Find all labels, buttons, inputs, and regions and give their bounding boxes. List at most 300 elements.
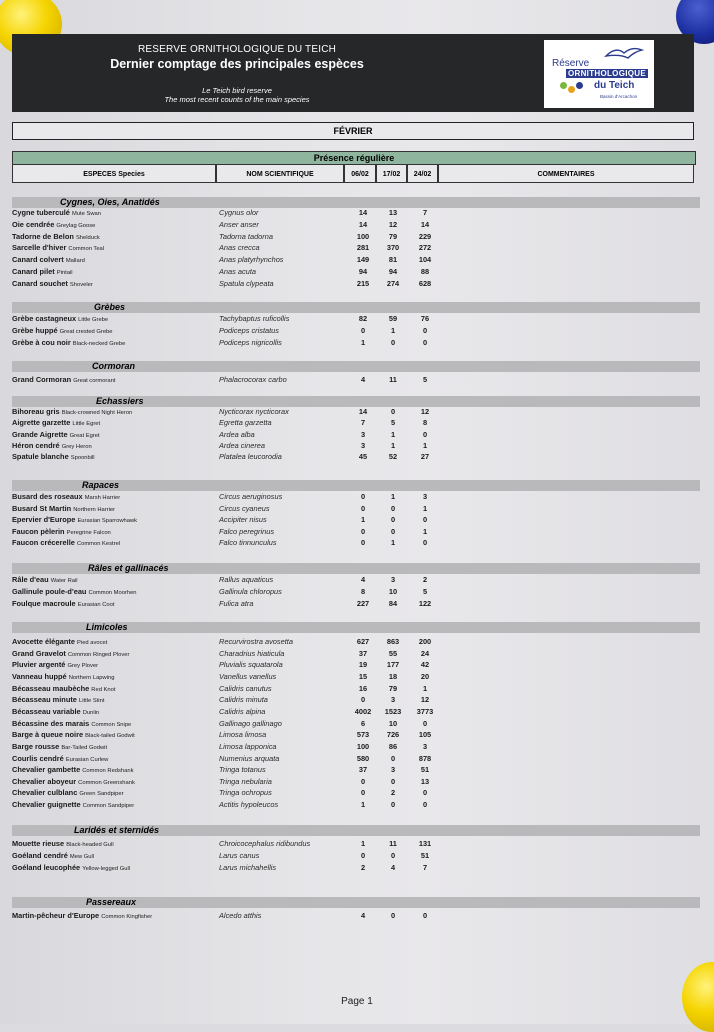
scientific-name: Numenius arquata [219,753,280,763]
count-date-2: 0 [390,526,396,536]
count-date-2: 177 [386,660,400,670]
table-row [0,729,714,740]
french-name: Chevalier aboyeur [12,776,77,786]
count-date-2: 0 [390,407,396,416]
category-title: Passereaux [86,897,137,907]
category-header [12,480,700,491]
count-date-1: 16 [358,683,368,693]
french-name: Avocette élégante [12,637,75,646]
common-name-cell [12,451,95,464]
count-date-2: 2 [390,788,396,798]
count-date-1: 573 [356,730,370,740]
common-name-cell [12,278,93,291]
english-name: Northern Lapwing [68,674,115,681]
french-name: Busard des roseaux [12,492,83,501]
count-date-3: 0 [422,325,428,335]
count-date-2: 52 [388,452,398,462]
scientific-name: Gallinago gallinago [219,718,282,728]
scientific-name: Accipiter nisus [219,515,267,524]
french-name: Chevalier guignette [12,800,81,810]
count-date-3: 1 [422,683,428,693]
french-name: Bécasseau maubèche [12,683,90,693]
count-date-3: 229 [418,231,432,241]
count-date-2: 3 [390,575,396,584]
header-banner [12,34,694,112]
english-name: Common Redshank [82,768,134,775]
english-name: Grey Plover [67,663,99,670]
table-row [0,491,714,502]
scientific-name: Podiceps cristatus [219,325,279,335]
english-name: Common Sandpiper [82,803,135,810]
english-name: Black-crowned Night Heron [61,410,133,416]
count-date-2: 3 [390,765,396,775]
count-date-2: 5 [390,418,396,428]
english-name: Greylag Goose [56,222,96,229]
english-name: Grey Heron [61,443,92,450]
english-name: Marsh Harrier [84,495,121,501]
english-name: Pied avocet [77,640,108,646]
count-date-2: 11 [389,375,397,384]
count-date-3: 131 [418,839,432,848]
count-date-3: 3 [422,741,428,751]
table-row [0,451,714,462]
scientific-name: Falco peregrinus [219,526,275,536]
count-date-2: 1523 [384,706,402,716]
count-date-1: 0 [360,695,366,705]
scientific-name: Anser anser [219,219,259,229]
count-date-2: 86 [388,741,398,751]
scientific-name: Ardea alba [219,429,255,439]
count-date-1: 0 [360,776,366,786]
count-date-1: 4 [360,375,366,384]
scientific-name: Gallinula chloropus [219,586,282,596]
english-name: Northern Harrier [73,506,116,513]
english-name: Eurasian Curlew [65,756,109,763]
count-date-3: 20 [420,671,430,681]
count-date-1: 45 [358,452,368,462]
french-name: Barge à queue noire [12,730,84,740]
header-title: RESERVE ORNITHOLOGIQUE DU TEICH [137,44,337,55]
table-row [0,325,714,336]
french-name: Bécassine des marais [12,718,90,728]
english-name: Mute Swan [71,211,101,217]
category-title: Echassiers [96,396,144,406]
common-name-cell [12,598,114,611]
table-row [0,741,714,752]
french-name: Grèbe huppé [12,325,58,335]
english-name: Black-necked Grebe [72,340,126,347]
count-date-3: 200 [418,637,432,646]
count-date-1: 0 [360,503,366,513]
table-row [0,764,714,775]
count-date-2: 1 [390,538,396,547]
category-header [12,563,700,574]
english-name: Mallard [65,258,85,265]
scientific-name: Spatula clypeata [219,278,274,288]
count-date-2: 0 [390,911,396,920]
english-name: Common Greenshank [78,779,135,786]
count-date-2: 1 [390,325,396,335]
count-date-1: 1 [360,515,366,524]
count-date-2: 1 [390,429,396,439]
table-row [0,337,714,348]
count-date-3: 1 [422,526,428,536]
common-name-cell [12,374,115,387]
category-title: Limicoles [86,622,128,632]
french-name: Bihoreau gris [12,407,60,416]
logo-reserve-text: Réserve [552,58,590,69]
logo-bassin-text: Bassin d'Arcachon [600,94,638,99]
count-date-3: 0 [422,337,428,347]
count-date-3: 12 [420,695,430,705]
english-name: Red Knot [91,686,116,693]
count-date-1: 94 [358,267,368,276]
french-name: Oie cendrée [12,219,55,229]
scientific-name: Pluvialis squatarola [219,660,283,670]
scientific-name: Recurvirostra avosetta [219,637,293,646]
count-date-1: 14 [358,219,368,229]
english-name: Pintail [56,270,73,276]
count-date-1: 37 [358,765,368,775]
french-name: Râle d'eau [12,575,49,584]
table-row [0,636,714,647]
scientific-name: Phalacrocorax carbo [219,375,287,384]
count-date-3: 0 [422,911,428,920]
table-row [0,374,714,385]
table-row [0,683,714,694]
count-date-1: 0 [360,788,366,798]
french-name: Pluvier argenté [12,660,66,670]
french-name: Spatule blanche [12,452,69,462]
table-row [0,694,714,705]
count-date-2: 0 [390,776,396,786]
count-date-3: 13 [420,776,430,786]
category-header [12,897,700,908]
count-date-1: 14 [358,208,368,217]
scientific-name: Limosa lapponica [219,741,277,751]
count-date-3: 7 [422,208,428,217]
count-date-3: 628 [418,278,432,288]
count-date-3: 12 [420,407,430,416]
french-name: Vanneau huppé [12,671,67,681]
count-date-2: 726 [386,730,400,740]
french-name: Canard colvert [12,255,64,265]
count-date-1: 4 [360,575,366,584]
count-date-2: 0 [390,800,396,810]
header-english-title: Le Teich bird reserve [202,86,272,95]
table-row [0,574,714,585]
count-date-2: 84 [388,598,398,608]
french-name: Foulque macroule [12,598,76,608]
table-row [0,753,714,764]
count-date-1: 1 [360,839,366,848]
common-name-cell [12,910,152,923]
count-date-1: 281 [356,243,370,253]
french-name: Grèbe castagneux [12,314,77,323]
table-row [0,242,714,253]
count-date-1: 0 [360,850,366,860]
table-row [0,313,714,324]
category-header [12,302,700,313]
count-date-3: 1 [422,440,428,450]
table-row [0,207,714,218]
english-name: Bar-Tailed Godwit [61,744,108,751]
french-name: Faucon pèlerin [12,526,65,536]
scientific-name: Circus cyaneus [219,503,270,513]
scientific-name: Anas platyrhynchos [219,255,284,265]
english-name: Common Moorhen [88,589,137,596]
english-name: Shelduck [75,234,100,241]
scientific-name: Alcedo atthis [219,911,262,920]
count-date-3: 122 [418,598,432,608]
header-english-subtitle: The most recent counts of the main species [164,95,310,104]
table-row [0,648,714,659]
table-row [0,278,714,289]
count-date-3: 2 [422,575,428,584]
french-name: Goéland cendré [12,850,68,860]
count-date-3: 5 [422,375,428,384]
french-name: Grand Gravelot [12,648,66,658]
count-date-1: 580 [356,753,370,763]
count-date-2: 10 [388,718,398,728]
logo-ornithologique-text: ORNITHOLOGIQUE [568,69,646,78]
category-title: Cygnes, Oies, Anatidés [60,197,160,207]
french-name: Faucon crécerelle [12,538,75,547]
french-name: Chevalier gambette [12,765,81,775]
common-name-cell [12,537,120,550]
category-title: Râles et gallinacés [88,563,169,573]
english-name: Great cormorant [73,378,116,384]
scientific-name: Chroicocephalus ridibundus [219,839,311,848]
count-date-2: 0 [390,850,396,860]
count-date-1: 82 [358,314,368,323]
col-date-2: 17/02 [376,164,407,183]
english-name: Peregrine Falcon [66,529,111,536]
english-name: Great crested Grebe [59,328,113,335]
page-number: Page 1 [341,996,373,1007]
category-title: Rapaces [82,480,120,490]
count-date-3: 0 [422,788,428,798]
scientific-name: Actitis hypoleucos [219,800,279,810]
count-date-2: 10 [388,586,398,596]
french-name: Aigrette garzette [12,418,71,428]
count-date-2: 0 [390,515,396,524]
scientific-name: Calidris canutus [219,683,272,693]
month-title: FÉVRIER [12,122,694,140]
scientific-name: Tachybaptus ruficollis [219,314,290,323]
table-row [0,417,714,428]
count-date-2: 13 [388,208,398,217]
french-name: Grande Aigrette [12,429,68,439]
count-date-2: 81 [388,255,398,265]
count-date-3: 0 [422,429,428,439]
count-date-1: 3 [360,440,366,450]
count-date-3: 14 [420,219,430,229]
count-date-3: 27 [420,452,430,462]
table-row [0,406,714,417]
english-name: Common Snipe [91,721,132,728]
count-date-1: 0 [360,492,366,501]
count-date-2: 1 [390,440,396,450]
scientific-name: Anas acuta [219,267,256,276]
english-name: Water Rail [50,578,78,584]
english-name: Eurasian Sparrowhawk [77,518,138,524]
french-name: Goéland leucophée [12,862,81,872]
english-name: Yellow-legged Gull [82,865,131,872]
french-name: Sarcelle d'hiver [12,243,67,253]
count-date-3: 88 [420,267,430,276]
count-date-1: 0 [360,526,366,536]
count-date-3: 51 [420,850,430,860]
table-row [0,850,714,861]
common-name-cell [12,862,130,875]
category-header [12,361,700,372]
french-name: Grand Cormoran [12,375,72,384]
table-row [0,254,714,265]
english-name: Little Stint [78,698,105,705]
scientific-name: Tringa nebularia [219,776,272,786]
scientific-name: Tringa totanus [219,765,266,775]
presence-header: Présence régulière [12,151,696,165]
count-date-2: 370 [386,243,400,253]
french-name: Grèbe à cou noir [12,337,71,347]
scientific-name: Platalea leucorodia [219,452,282,462]
french-name: Cygne tuberculé [12,208,70,217]
count-date-1: 2 [360,862,366,872]
english-name: Little Grebe [78,317,109,323]
count-date-2: 274 [386,278,400,288]
english-name: Mew Gull [69,853,95,860]
count-date-3: 0 [422,718,428,728]
table-row [0,266,714,277]
table-row [0,799,714,810]
table-row [0,787,714,798]
count-date-3: 24 [420,648,430,658]
count-date-1: 627 [356,637,370,646]
english-name: Common Kingfisher [101,914,153,920]
col-date-3: 24/02 [407,164,438,183]
count-date-3: 8 [422,418,428,428]
french-name: Courlis cendré [12,753,64,763]
french-name: Barge rousse [12,741,60,751]
table-row [0,910,714,921]
scientific-name: Calidris alpina [219,706,266,716]
english-name: Little Egret [72,421,101,428]
french-name: Canard pilet [12,267,55,276]
count-date-3: 5 [422,586,428,596]
count-date-1: 215 [356,278,370,288]
scientific-name: Larus canus [219,850,260,860]
logo-dot-orange [568,86,575,93]
count-date-3: 878 [418,753,432,763]
table-row [0,537,714,548]
french-name: Héron cendré [12,440,60,450]
count-date-3: 51 [420,765,430,775]
logo-du-teich-text: du Teich [594,80,635,91]
french-name: Epervier d'Europe [12,515,76,524]
scientific-name: Circus aeruginosus [219,492,283,501]
count-date-2: 0 [390,503,396,513]
count-date-3: 42 [420,660,430,670]
count-date-1: 37 [358,648,368,658]
count-date-1: 4 [360,911,366,920]
bird-logo-icon [604,44,644,62]
count-date-1: 149 [356,255,370,265]
count-date-2: 18 [388,671,398,681]
table-row [0,598,714,609]
english-name: Common Ringed Plover [67,651,130,658]
count-date-2: 0 [390,337,396,347]
french-name: Mouette rieuse [12,839,65,848]
table-row [0,429,714,440]
scientific-name: Rallus aquaticus [219,575,274,584]
scientific-name: Fulica atra [219,598,254,608]
scientific-name: Nycticorax nycticorax [219,407,289,416]
category-header [12,825,700,836]
english-name: Black-headed Gull [66,842,114,848]
table-row [0,231,714,242]
count-date-1: 100 [356,231,370,241]
scientific-name: Larus michahellis [219,862,277,872]
table-row [0,718,714,729]
count-date-1: 3 [360,429,366,439]
table-row [0,706,714,717]
category-title: Cormoran [92,361,136,371]
english-name: Common Teal [68,246,105,253]
category-title: Grèbes [94,302,126,312]
count-date-1: 6 [360,718,366,728]
table-row [0,440,714,451]
count-date-2: 94 [388,267,398,276]
scientific-name: Cygnus olor [219,208,259,217]
count-date-1: 0 [360,325,366,335]
count-date-1: 100 [356,741,370,751]
count-date-2: 0 [390,753,396,763]
french-name: Bécasseau variable [12,706,81,716]
scientific-name: Limosa limosa [219,730,267,740]
header-subtitle: Dernier comptage des principales espèces [110,57,364,71]
count-date-3: 105 [418,730,432,740]
logo-dot-green [560,82,567,89]
scientific-name: Tringa ochropus [219,788,272,798]
english-name: Eurasian Coot [77,601,115,608]
table-row [0,219,714,230]
french-name: Canard souchet [12,278,68,288]
count-date-1: 8 [360,586,366,596]
table-row [0,514,714,525]
table-row [0,838,714,849]
count-date-1: 227 [356,598,370,608]
count-date-2: 79 [388,231,398,241]
count-date-3: 1 [422,503,428,513]
scientific-name: Falco tinnunculus [219,538,277,547]
english-name: Spoonbill [70,455,95,462]
scientific-name: Ardea cinerea [219,440,266,450]
table-row [0,526,714,537]
french-name: Chevalier culblanc [12,788,78,798]
scientific-name: Egretta garzetta [219,418,272,428]
count-date-1: 4002 [354,706,372,716]
count-date-1: 15 [358,671,368,681]
scientific-name: Charadrius hiaticula [219,648,285,658]
french-name: Tadorne de Belon [12,231,74,241]
col-nom-scientifique: NOM SCIENTIFIQUE [216,164,344,183]
scientific-name: Vanellus vanellus [219,671,277,681]
count-date-2: 863 [386,637,400,646]
count-date-2: 11 [389,839,397,848]
col-commentaires: COMMENTAIRES [438,164,694,183]
scientific-name: Anas crecca [219,243,260,253]
